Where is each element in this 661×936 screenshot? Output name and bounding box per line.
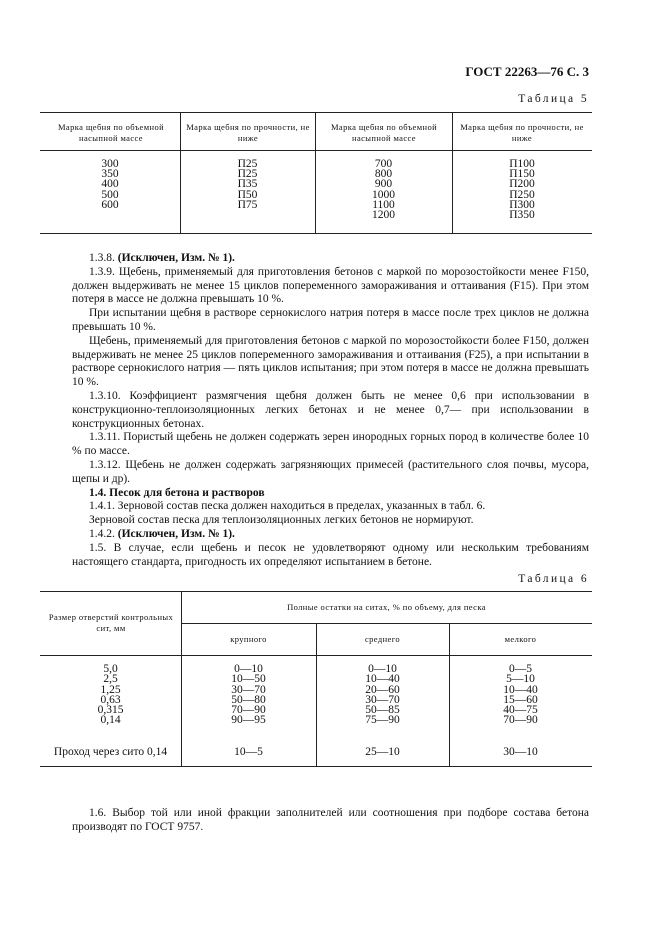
table5-column-strength-2 — [452, 159, 592, 220]
table5-cell: П50 — [237, 188, 258, 201]
table5-cell: П75 — [237, 198, 258, 211]
table6-cell: 90—95 — [231, 714, 266, 727]
table6-pass-coarse: 10—5 — [234, 746, 263, 758]
table5-top-rule — [40, 112, 592, 113]
table5-cell: П200 — [509, 178, 535, 191]
footer-text — [72, 806, 589, 834]
paragraph: При испытании щебня в растворе сернокислого натрия потеря в массе после трех циклов не должна превышать 10 %. — [72, 307, 589, 333]
excluded-note: (Исключен, Изм. № 1). — [117, 252, 235, 264]
paragraph-1-3-12: 1.3.12. Щебень не должен содержать загрязняющих примесей (растительного слоя почвы, мусора, щепы и др). — [72, 458, 589, 485]
table6-subheader-rule — [181, 623, 592, 624]
paragraph-1-4-2 — [72, 528, 589, 542]
table5-header-cell: Марка щебня по прочности, не ниже — [460, 122, 584, 143]
paragraph-1-3-8 — [72, 252, 589, 266]
table6-cell: 5—10 — [506, 673, 535, 686]
table5-cell: 1200 — [372, 208, 395, 221]
table6-cell: 0—5 — [509, 663, 532, 675]
table5-cell: П300 — [509, 198, 535, 211]
table5-header-cell: Марка щебня по объемной насыпной массе — [57, 122, 165, 143]
paragraph-1-4-1: 1.4.1. Зерновой состав песка должен находиться в пределах, указанных в табл. 6. — [89, 500, 486, 513]
table5-cell: 1100 — [372, 198, 395, 211]
page-header: ГОСТ 22263—76 С. 3 — [465, 64, 589, 79]
table6-bottom-rule — [40, 766, 592, 767]
table6-cell: 0,63 — [100, 693, 121, 706]
table6-cell: 70—90 — [231, 704, 266, 717]
paragraph-1-3-11: 1.3.11. Пористый щебень не должен содержать зерен инородных горных пород в количестве более 10 % по массе. — [72, 431, 589, 458]
table6-cell: 15—60 — [503, 693, 538, 706]
paragraph-1-3-10: 1.3.10. Коэффициент размягчения щебня должен быть не менее 0,6 при использовании в конструкционно-теплоизоляционных легких бетонах и не менее 0,7— при использовании в конструкционных бетонах. — [72, 389, 589, 430]
table5-cell: 1000 — [372, 188, 395, 201]
table6-subheader-fine: мелкого — [504, 634, 537, 644]
table6-column-coarse — [181, 664, 316, 726]
table6-cell: 70—90 — [503, 714, 538, 727]
table6-column-fine — [449, 664, 592, 726]
table5-column-bulk-mass-2 — [315, 159, 452, 220]
table5-cell: 350 — [101, 168, 119, 181]
table5-cell: 700 — [374, 158, 393, 170]
paragraph-1-6: 1.6. Выбор той или иной фракции заполнителей или соотношения при подборе состава бетона производят по ГОСТ 9757. — [72, 807, 589, 833]
table5-column-strength-1 — [180, 159, 315, 210]
table6-pass-fine: 30—10 — [503, 746, 538, 758]
paragraph-1-5: 1.5. В случае, если щебень и песок не удовлетворяют одному или нескольким требованиям настоящего стандарта, пригодность их определяют испытанием в бетоне. — [72, 541, 589, 568]
table6-header-sieve-size: Размер отверстий контрольных сит, мм — [48, 612, 174, 633]
table6-cell: 20—60 — [365, 683, 400, 696]
section-heading-1-4: 1.4. Песок для бетона и растворов — [89, 486, 265, 499]
table6-caption: Таблица 6 — [518, 573, 589, 585]
excluded-note: (Исключен, Изм. № 1). — [117, 527, 235, 540]
table6-column-medium — [316, 664, 449, 726]
table5-cell: 900 — [374, 178, 393, 191]
table6-column-sizes — [40, 664, 181, 726]
table6-cell: 10—40 — [365, 673, 400, 686]
table5-cell: 600 — [101, 198, 119, 211]
table6-cell: 30—70 — [231, 683, 266, 696]
table6-cell: 2,5 — [103, 673, 118, 686]
table5-bottom-rule — [40, 233, 592, 234]
clause-number: 1.4.2. — [89, 527, 115, 540]
table5-column-bulk-mass-1 — [40, 159, 180, 210]
table6-top-rule — [40, 591, 592, 592]
table6-subheader-medium: среднего — [364, 634, 401, 644]
table6-cell: 40—75 — [503, 704, 538, 717]
table6-cell: 0—10 — [234, 663, 263, 675]
table5-caption: Таблица 5 — [518, 93, 589, 105]
table6-cell: 50—80 — [231, 693, 266, 706]
table5-cell: П100 — [509, 158, 535, 170]
table6-cell: 0,14 — [100, 714, 121, 727]
table6-subheader-coarse: крупного — [230, 634, 267, 644]
body-text — [72, 252, 589, 569]
table5-cell: П350 — [509, 208, 535, 221]
table6-cell: 50—85 — [365, 704, 400, 717]
clause-number: 1.3.8. — [89, 252, 115, 264]
table6-cell: 5,0 — [103, 663, 118, 675]
table6-cell: 0,315 — [97, 704, 124, 717]
table6-cell: 75—90 — [365, 714, 400, 727]
table6-cell: 10—40 — [503, 683, 538, 696]
table6-cell: 1,25 — [100, 683, 121, 696]
table5-cell: П25 — [237, 158, 258, 170]
table5-header-cell: Марка щебня по объемной насыпной массе — [330, 122, 438, 143]
table6-cell: 30—70 — [365, 693, 400, 706]
table5-cell: П35 — [237, 178, 258, 191]
table5-cell: 800 — [374, 168, 393, 181]
table5-cell: 400 — [101, 178, 119, 191]
table5-cell: П25 — [237, 168, 258, 181]
table6-header-residues: Полные остатки на ситах, % по объему, для песка — [287, 602, 486, 612]
paragraph: Зерновой состав песка для теплоизоляционных легких бетонов не нормируют. — [89, 514, 474, 527]
table5-header-cell: Марка щебня по прочности, не ниже — [186, 122, 310, 143]
table6-cell: 10—50 — [231, 673, 266, 686]
table5-header-rule — [40, 150, 592, 151]
table5-cell: 500 — [101, 188, 119, 201]
table5-cell: П150 — [509, 168, 535, 181]
table5-cell: П250 — [509, 188, 535, 201]
table6-pass-medium: 25—10 — [365, 746, 400, 758]
table5-cell: 300 — [101, 158, 119, 170]
paragraph: Щебень, применяемый для приготовления бетонов с маркой по морозостойкости более F150, должен выдерживать не менее 25 циклов попеременного замораживания и оттаивания (F25), а при испытании в растворе сернокислого натрия — пять циклов испытания; при этом потеря в массе не должна превышать 10 %. — [72, 334, 589, 389]
table6-pass-label: Проход через сито 0,14 — [53, 746, 168, 758]
paragraph-1-3-9: 1.3.9. Щебень, применяемый для приготовления бетонов с маркой по морозостойкости менее F150, должен выдерживать не менее 15 циклов попеременного замораживания и оттаивания (F15). При этом потеря в массе не должна превышать 10 %. — [72, 265, 589, 306]
table6-cell: 0—10 — [368, 663, 397, 675]
